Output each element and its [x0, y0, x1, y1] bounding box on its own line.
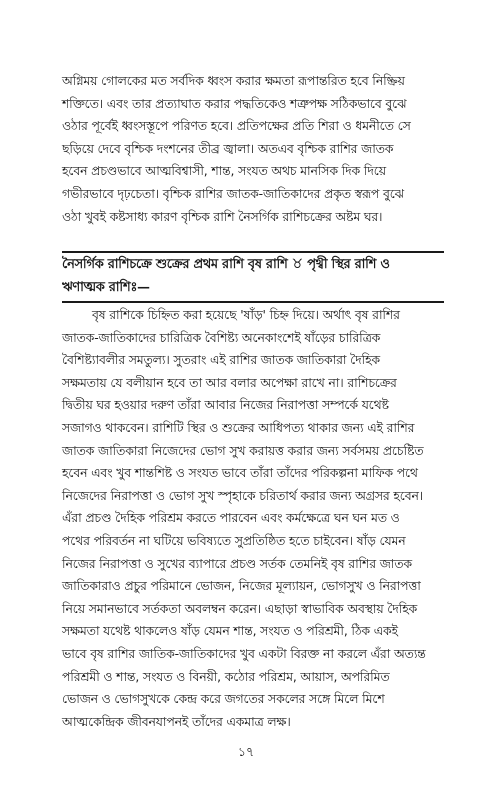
- text-line: সজাগও থাকবেন। রাশিটি স্থির ও শুক্রের আধিপত্য থাকার জন্য এই রাশির: [62, 419, 415, 435]
- paragraph-scorpio-continuation: [62, 70, 444, 228]
- text-line: দ্বিতীয় ঘর হওয়ার দরুণ তাঁরা আবার নিজের নিরাপত্তা সম্পর্কে যথেষ্ট: [62, 397, 389, 413]
- text-line: ভোজন ও ভোগসুখকে কেন্দ্র করে জগতের সকলের সঙ্গে মিলে মিশে: [62, 691, 385, 707]
- text-line: ওঠা খুবই কষ্টসাধ্য কারণ বৃশ্চিক রাশি নৈসর্গিক রাশিচক্রের অষ্টম ঘর।: [62, 208, 383, 224]
- text-line: গভীরভাবে দৃঢ়চেতা। বৃশ্চিক রাশির জাতক-জাতিকাদের প্রকৃত স্বরূপ বুঝে: [62, 185, 404, 201]
- section-heading-taurus: [62, 253, 446, 299]
- heading-line: ঋণাত্মক রাশিঃ—: [62, 280, 150, 295]
- text-line: নিজেদের নিরাপত্তা ও ভোগ সুখ স্পৃহাকে চরিতার্থ করার জন্য অগ্রসর হবেন।: [62, 487, 423, 503]
- text-line: ভাবে বৃষ রাশির জাতিক-জাতিকাদের খুব একটা বিরক্ত না করলে এঁরা অত্যন্ত: [62, 645, 426, 661]
- paragraph-taurus: [62, 304, 444, 733]
- text-line: পথের পরিবর্তন না ঘটিয়ে ভবিষ্যতে সুপ্রতিষ্ঠিত হতে চাইবেন। ষাঁড় যেমন: [62, 532, 406, 548]
- text-line: ছড়িয়ে দেবে বৃশ্চিক দংশনের তীব্র জ্বালা। অতএব বৃশ্চিক রাশির জাতক: [62, 140, 394, 156]
- text-line: নিয়ে সমানভাবে সর্তকতা অবলম্বন করেন। এছাড়া স্বাভাবিক অবস্থায় দৈহিক: [62, 600, 418, 616]
- text-line: শক্তিতে। এবং তার প্রত্যাঘাত করার পদ্ধতিকেও শত্রুপক্ষ সঠিকভাবে বুঝে: [62, 95, 407, 111]
- heading-line: নৈসর্গিক রাশিচক্রে শুক্রের প্রথম রাশি বৃষ রাশি ♉ পৃথ্বী স্থির রাশি ও: [62, 257, 390, 272]
- text-line: সক্ষমতায় যে বলীয়ান হবে তা আর বলার অপেক্ষা রাখে না। রাশিচক্রের: [62, 374, 397, 390]
- text-line: পরিশ্রমী ও শান্ত, সংযত ও বিনয়ী, কঠোর পরিশ্রম, আয়াস, অপরিমিত: [62, 668, 390, 684]
- text-line: সক্ষমতা যথেষ্ট থাকলেও ষাঁড় যেমন শান্ত, সংযত ও পরিশ্রমী, ঠিক একই: [62, 623, 398, 639]
- text-line: আত্মকেন্দ্রিক জীবনযাপনই তাঁদের একমাত্র লক্ষ।: [62, 713, 291, 729]
- text-line: নিজের নিরাপত্তা ও সুখের ব্যাপারে প্রচণ্ড সর্তক তেমনিই বৃষ রাশির জাতক: [62, 555, 412, 571]
- text-line: জাতক জাতিকারা নিজেদের ভোগ সুখ করায়ত্ত করার জন্য সর্বসময় প্রচেষ্টিত: [62, 442, 424, 458]
- heading-rule-bottom: [62, 301, 444, 303]
- page-number: ১৭: [237, 744, 255, 759]
- text-line: হবেন এবং খুব শান্তশিষ্ট ও সংযত ভাবে তাঁরা তাঁদের পরিকল্পনা মাফিক পথে: [62, 465, 418, 481]
- text-line: এঁরা প্রচণ্ড দৈহিক পরিশ্রম করতে পারবেন এবং কর্মক্ষেত্রে ঘন ঘন মত ও: [62, 510, 400, 526]
- text-line: বৃষ রাশিকে চিহ্নিত করা হয়েছে 'ষাঁড়' চিহ্ন দিয়ে। অর্থাৎ বৃষ রাশির: [92, 307, 400, 322]
- text-line: অগ্নিময় গোলকের মত সর্বদিক ধ্বংস করার ক্ষমতা রূপান্তরিত হবে নিষ্ক্রিয়: [62, 73, 405, 88]
- text-line: ওঠার পূর্বেই ধ্বংসস্তূপে পরিণত হবে। প্রতিপক্ষের প্রতি শিরা ও ধমনীতে সে: [62, 118, 411, 134]
- text-line: জাতিকারাও প্রচুর পরিমানে ভোজন, নিজের মূল্যায়ন, ভোগসুখ ও নিরাপত্তা: [62, 578, 421, 594]
- text-line: হবেন প্রচণ্ডভাবে আত্মবিশ্বাসী, শান্ত, সংযত অথচ মানসিক দিক দিয়ে: [62, 163, 386, 179]
- text-line: জাতক-জাতিকাদের চারিত্রিক বৈশিষ্ট্য অনেকাংশেই ষাঁড়ের চারিত্রিক: [62, 329, 381, 345]
- text-line: বৈশিষ্ট্যাবলীর সমতুল্য। সুতরাং এই রাশির জাতক জাতিকারা দৈহিক: [62, 352, 380, 368]
